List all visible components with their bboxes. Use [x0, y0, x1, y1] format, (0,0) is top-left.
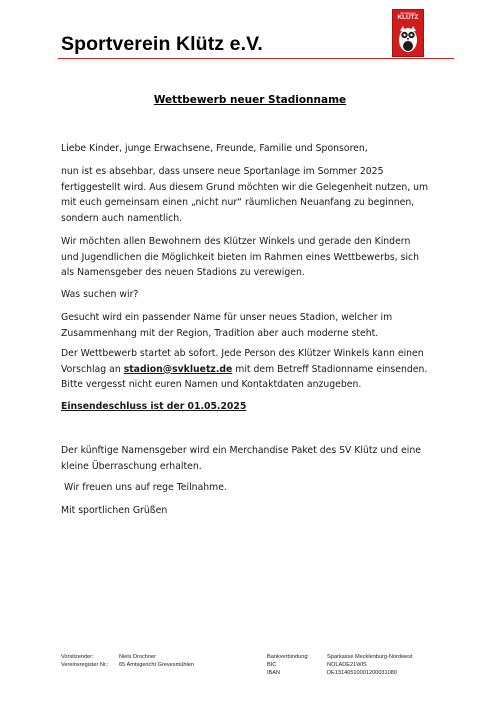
footer-register-values: [119, 662, 194, 670]
text-fragment: mit dem Betreff Stadionname einsenden.: [232, 363, 428, 375]
text-line: Mit sportlichen Grüßen: [61, 505, 168, 516]
footer-iban-label: IBAN: [267, 669, 281, 676]
footer-bic-label: BIC: [267, 661, 277, 668]
paragraph-contest: [61, 346, 456, 393]
text-line: Der Wettbewerb startet ab sofort. Jede Person des Klützer Winkels kann einen: [61, 348, 424, 359]
logo-name: KLÜTZ: [397, 14, 419, 21]
footer-register-value: 65 Amtsgericht Grevesmühlen: [119, 661, 194, 668]
deadline-notice: [61, 399, 456, 415]
text-line: mit euch gemeinsam einen „nicht nur“ räumlichen Neuanfang zu beginnen,: [61, 197, 415, 208]
paragraph-prize: [61, 443, 456, 474]
text-line: Der künftige Namensgeber wird ein Merchandise Paket des SV Klütz und eine: [61, 445, 421, 456]
header-divider: [58, 58, 454, 59]
text-line: fertiggestellt wird. Aus diesem Grund möchten wir die Gelegenheit nutzen, um: [61, 181, 429, 193]
text-line: nun ist es absehbar, dass unsere neue Sportanlage im Sommer 2025: [61, 166, 384, 177]
email-link[interactable]: stadion@svkluetz.de: [123, 363, 233, 375]
footer-chair-label: Vorsitzender:: [61, 654, 94, 660]
logo-top-text: Sportverein: [400, 11, 416, 15]
paragraph-search: [61, 310, 456, 341]
footer-bic-value: NOLADE21WIS: [327, 661, 367, 668]
footer-bank-labels: [267, 654, 309, 677]
text-line: kleine Überraschung erhalten.: [61, 460, 202, 472]
footer-register-label: Vereinsregister Nr.:: [61, 661, 109, 668]
text-line: Zusammenhang mit der Region, Tradition aber auch moderne steht.: [61, 327, 379, 339]
paragraph-question: [61, 287, 456, 303]
text-line: Wir freuen uns auf rege Teilnahme.: [61, 482, 227, 493]
text-line: Was suchen wir?: [61, 289, 139, 300]
salutation: [61, 141, 456, 157]
document-heading: Wettbewerb neuer Stadionname: [153, 94, 347, 106]
text-line: Wir möchten allen Bewohnern des Klützer Winkels und gerade den Kindern: [61, 236, 411, 247]
text-line: sondern auch namentlich.: [61, 212, 183, 224]
paragraph-thanks: [61, 480, 456, 496]
footer-iban-value: DE13140510001200031080: [327, 669, 397, 676]
text-line: Gesucht wird ein passender Name für unser neues Stadion, welcher im: [61, 312, 393, 323]
club-logo: [392, 9, 424, 57]
paragraph-intro: [61, 164, 456, 226]
footer-bank-name: Sparkasse Mecklenburg-Nordwest: [327, 654, 413, 660]
footer-bank-values: [327, 654, 413, 677]
footer-left-labels: [61, 654, 109, 670]
footer-left-values: [119, 654, 156, 662]
text-line: Liebe Kinder, junge Erwachsene, Freunde, Familie und Sponsoren,: [61, 143, 368, 154]
paragraph-invitation: [61, 234, 456, 281]
deadline-text: Einsendeschluss ist der 01.05.2025: [61, 401, 247, 412]
text-line: Bitte vergesst nicht euren Namen und Kontaktdaten anzugeben.: [61, 379, 362, 390]
footer-chair-name: Niels Drochner: [119, 654, 156, 660]
organization-name: Sportverein Klütz e.V.: [61, 33, 263, 55]
footer-bank-label: Bankverbindung:: [267, 654, 309, 660]
owl-icon: [396, 23, 420, 54]
closing-greeting: [61, 503, 456, 519]
text-line: als Namensgeber des neuen Stadions zu verewigen.: [61, 267, 305, 278]
text-fragment: Vorschlag an: [61, 363, 124, 375]
text-line: und Jugendlichen die Möglichkeit bieten im Rahmen eines Wettbewerbs, sich: [61, 251, 420, 263]
text-line: [61, 362, 456, 378]
